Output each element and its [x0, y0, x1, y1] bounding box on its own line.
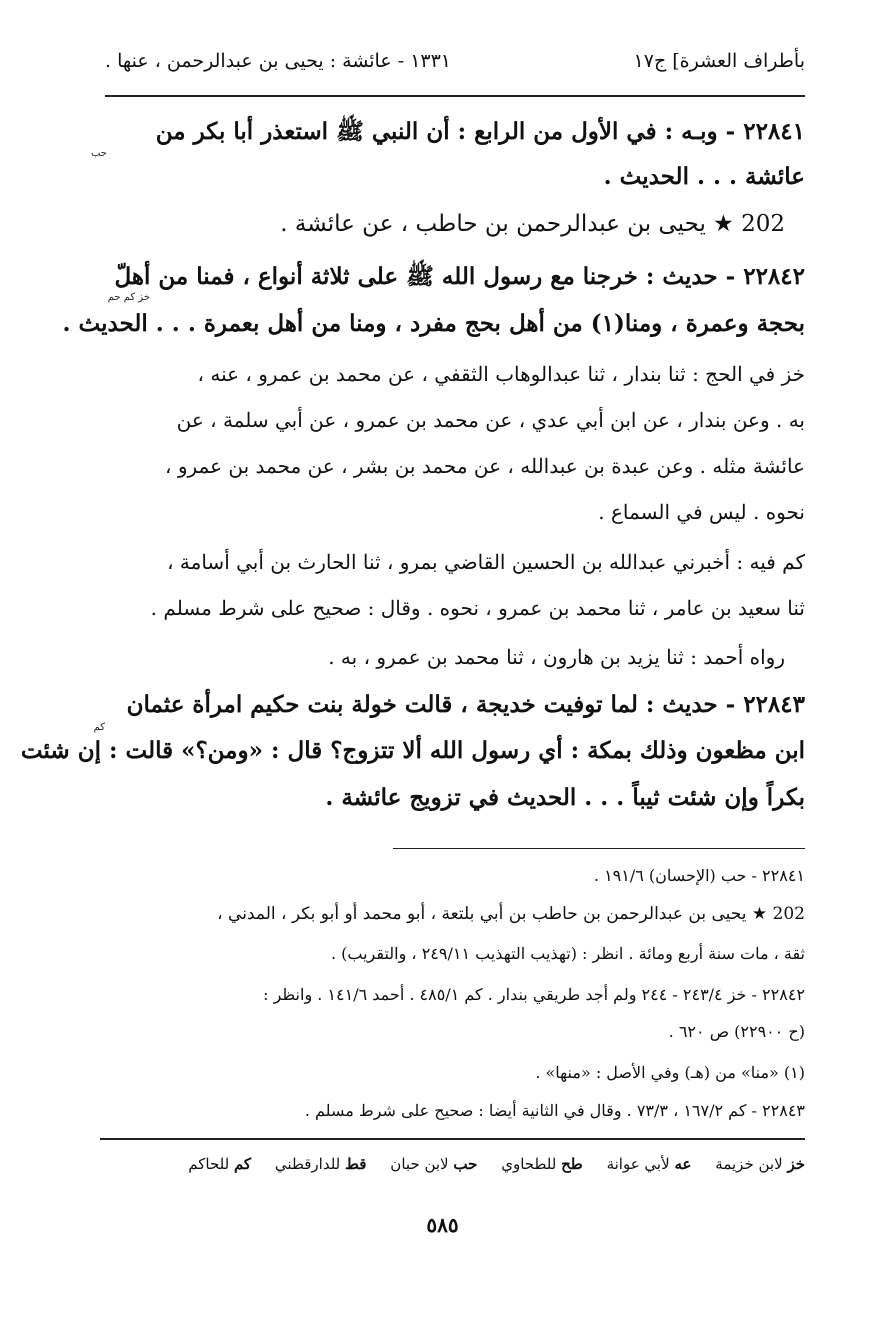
hadith-22841-line-1: ٢٢٨٤١ - وبـه : في الأول من الرابع : أن النبي ﷺ استعذر أبا بكر من [155, 118, 805, 145]
legend-key-khz: خز [787, 1155, 805, 1173]
header-chapter-title: ١٣٣١ - عائشة : يحيى بن عبدالرحمن ، عنها . [105, 50, 452, 72]
legend-key-qt: قط [345, 1155, 367, 1173]
hadith-22842-line-1: ٢٢٨٤٢ - حديث : خرجنا مع رسول الله ﷺ على ثلاثة أنواع ، فمنا من أهلّ [114, 263, 805, 290]
legend-rule [100, 1138, 805, 1140]
footnote-22843: ٢٢٨٤٣ - كم ١٦٧/٢ ، ٧٣/٣ . وقال في الثانية أيضا : صحيح على شرط مسلم . [304, 1101, 805, 1120]
legend-value-th: للطحاوي [501, 1155, 557, 1173]
hadith-22843-line-2: ابن مظعون وذلك بمكة : أي رسول الله ألا تتزوج؟ قال : «ومن؟» قالت : إن شئت [20, 737, 805, 764]
footnote-22842-line-2: (ح ٢٢٩٠٠) ص ٦٢٠ . [668, 1022, 805, 1041]
hadith-22842-source-marks: خز كم حم [107, 292, 150, 303]
isnad-line-1: خز في الحج : ثنا بندار ، ثنا عبدالوهاب الثقفي ، عن محمد بن عمرو ، عنه ، [197, 362, 805, 386]
abbreviation-legend [80, 1155, 805, 1173]
legend-key-th: طح [561, 1155, 583, 1173]
legend-value-km: للحاكم [188, 1155, 230, 1173]
hadith-22843-line-1: ٢٢٨٤٣ - حديث : لما توفيت خديجة ، قالت خولة بنت حكيم امرأة عثمان [126, 691, 805, 718]
hadith-22841-source-marks: حب [90, 148, 107, 159]
ahmad-narration: رواه أحمد : ثنا يزيد بن هارون ، ثنا محمد بن عمرو ، به . [328, 645, 785, 669]
isnad-hakim-line-1: كم فيه : أخبرني عبدالله بن الحسين القاضي بمرو ، ثنا الحارث بن أبي أسامة ، [167, 550, 805, 574]
narrator-entry-202: 202 ★ يحيى بن عبدالرحمن بن حاطب ، عن عائشة . [280, 211, 785, 237]
isnad-line-3: عائشة مثله . وعن عبدة بن عبدالله ، عن محمد بن بشر ، عن محمد بن عمرو ، [165, 454, 805, 478]
legend-value-qt: للدارقطني [274, 1155, 341, 1173]
header-rule [105, 95, 805, 97]
legend-key-hb: حب [453, 1155, 478, 1173]
header-book-title: بأطراف العشرة] ج١٧ [633, 50, 805, 72]
footnote-22842-line-1: ٢٢٨٤٢ - خز ٢٤٣/٤ - ٢٤٤ ولم أجد طريقي بندار . كم ٤٨٥/١ . أحمد ١٤١/٦ . وانظر : [263, 985, 805, 1004]
legend-value-hb: لابن حبان [390, 1155, 449, 1173]
hadith-22843-line-3: بكراً وإن شئت ثيباً . . . الحديث في تزويج عائشة . [325, 784, 805, 811]
running-header [105, 50, 805, 84]
hadith-22842-line-2: بحجة وعمرة ، ومنا(١) من أهل بحج مفرد ، ومنا من أهل بعمرة . . . الحديث . [62, 310, 805, 337]
footnote-202-line-1: 202 ★ يحيى بن عبدالرحمن بن حاطب بن أبي بلتعة ، أبو محمد أو أبو بكر ، المدني ، [217, 904, 805, 924]
legend-value-khz: لابن خزيمة [715, 1155, 783, 1173]
isnad-line-4: نحوه . ليس في السماع . [598, 500, 805, 524]
hadith-22841-line-2: عائشة . . . الحديث . [603, 163, 805, 190]
hadith-22843-source-marks: كم [93, 722, 105, 733]
footnote-202-line-2: ثقة ، مات سنة أربع ومائة . انظر : (تهذيب التهذيب ٢٤٩/١١ ، والتقريب) . [330, 944, 805, 963]
isnad-hakim-line-2: ثنا سعيد بن عامر ، ثنا محمد بن عمرو ، نحوه . وقال : صحيح على شرط مسلم . [150, 596, 805, 620]
isnad-line-2: به . وعن بندار ، عن ابن أبي عدي ، عن محمد بن عمرو ، عن أبي سلمة ، عن [176, 408, 805, 432]
footnote-22841: ٢٢٨٤١ - حب (الإحسان) ١٩١/٦ . [593, 866, 805, 885]
footnote-rule [393, 848, 805, 849]
footnote-variant-1: (١) «منا» من (هـ) وفي الأصل : «منها» . [535, 1063, 805, 1082]
legend-key-ah: عه [674, 1155, 692, 1173]
page-number: ٥٨٥ [426, 1213, 459, 1237]
legend-key-km: كم [233, 1155, 252, 1173]
legend-value-ah: لأبي عوانة [606, 1155, 670, 1173]
